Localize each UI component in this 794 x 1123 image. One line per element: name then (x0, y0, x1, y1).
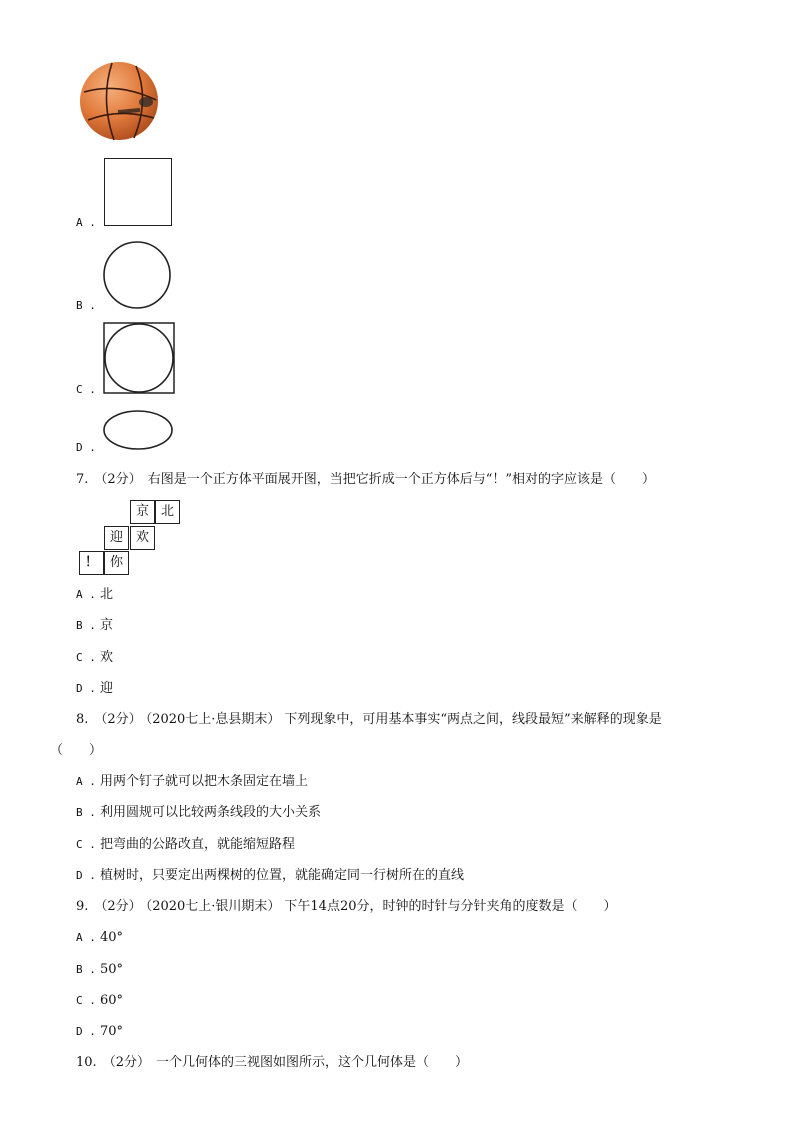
q9-source: （2020七上·银川期末） (145, 899, 281, 914)
option-letter: C . (76, 994, 96, 1007)
q9-stem (76, 899, 617, 915)
q10-number: 10. (76, 1055, 97, 1070)
q7-option-b[interactable] (76, 618, 113, 634)
q9-text: 下午14点20分，时钟的时针与分针夹角的度数是（ ） (284, 899, 617, 914)
option-text: 迎 (100, 681, 114, 696)
q9-option-b[interactable] (76, 962, 123, 978)
q8-stem-continuation: （ ） (50, 743, 103, 758)
q8-number: 8. (76, 712, 89, 727)
option-text: 50° (100, 962, 124, 977)
ellipse-shape (102, 409, 174, 451)
net-cell-bei: 北 (155, 500, 180, 524)
option-text: 把弯曲的公路改直，就能缩短路程 (100, 837, 296, 852)
net-cell-huan: 欢 (130, 526, 155, 550)
q10-text: 一个几何体的三视图如图所示，这个几何体是（ ） (155, 1055, 468, 1070)
option-letter: B . (76, 963, 96, 976)
option-text: 京 (100, 618, 114, 633)
option-letter: D . (76, 869, 96, 882)
q10-score: （2分） (102, 1055, 150, 1070)
q9-option-d[interactable] (76, 1024, 123, 1040)
q8-option-b[interactable] (76, 805, 321, 821)
q7-text: 右图是一个正方体平面展开图，当把它折成一个正方体后与“！”相对的字应该是（ ） (147, 472, 655, 487)
option-letter: C . (76, 651, 96, 664)
q8-stem (76, 712, 662, 728)
net-cell-exclamation: ！ (79, 551, 104, 575)
option-letter: A . (76, 931, 96, 944)
option-text: 北 (100, 587, 114, 602)
q8-option-c[interactable] (76, 837, 295, 853)
q6-option-d-letter[interactable]: D . (76, 441, 96, 454)
q8-option-d[interactable] (76, 868, 464, 884)
circle-shape (102, 240, 172, 310)
q7-option-c[interactable] (76, 650, 113, 666)
net-cell-ying: 迎 (104, 526, 129, 550)
square-shape (104, 158, 172, 226)
option-letter: D . (76, 682, 96, 695)
q9-option-a[interactable] (76, 930, 123, 946)
option-letter: D . (76, 1025, 96, 1038)
q8-text: 下列现象中，可用基本事实“两点之间，线段最短”来解释的现象是 (284, 712, 662, 727)
option-letter: B . (76, 619, 96, 632)
option-text: 植树时，只要定出两棵树的位置，就能确定同一行树所在的直线 (100, 868, 465, 883)
q6-option-a-letter[interactable]: A . (76, 216, 96, 229)
basketball-image (78, 60, 160, 142)
q6-option-c-letter[interactable]: C . (76, 383, 96, 396)
option-letter: A . (76, 775, 96, 788)
option-text: 40° (100, 930, 124, 945)
option-text: 60° (100, 993, 124, 1008)
q7-option-a[interactable] (76, 587, 113, 603)
q9-number: 9. (76, 899, 89, 914)
q7-option-d[interactable] (76, 681, 113, 697)
option-letter: B . (76, 806, 96, 819)
option-text: 70° (100, 1024, 124, 1039)
circle-in-square-shape (103, 322, 175, 394)
q7-stem (76, 472, 655, 488)
q6-option-b-letter[interactable]: B . (76, 299, 96, 312)
q7-score: （2分） (94, 472, 142, 487)
q7-number: 7. (76, 472, 89, 487)
option-text: 用两个钉子就可以把木条固定在墙上 (100, 774, 309, 789)
option-text: 欢 (100, 650, 114, 665)
q9-score: （2分） (94, 899, 142, 914)
q8-source: （2020七上·息县期末） (145, 712, 281, 727)
net-cell-ni: 你 (104, 551, 129, 575)
q9-option-c[interactable] (76, 993, 123, 1009)
q10-stem (76, 1055, 468, 1071)
option-letter: A . (76, 588, 96, 601)
q8-score: （2分） (94, 712, 142, 727)
q8-option-a[interactable] (76, 774, 308, 790)
net-cell-jing: 京 (130, 500, 155, 524)
option-letter: C . (76, 838, 96, 851)
option-text: 利用圆规可以比较两条线段的大小关系 (100, 805, 322, 820)
